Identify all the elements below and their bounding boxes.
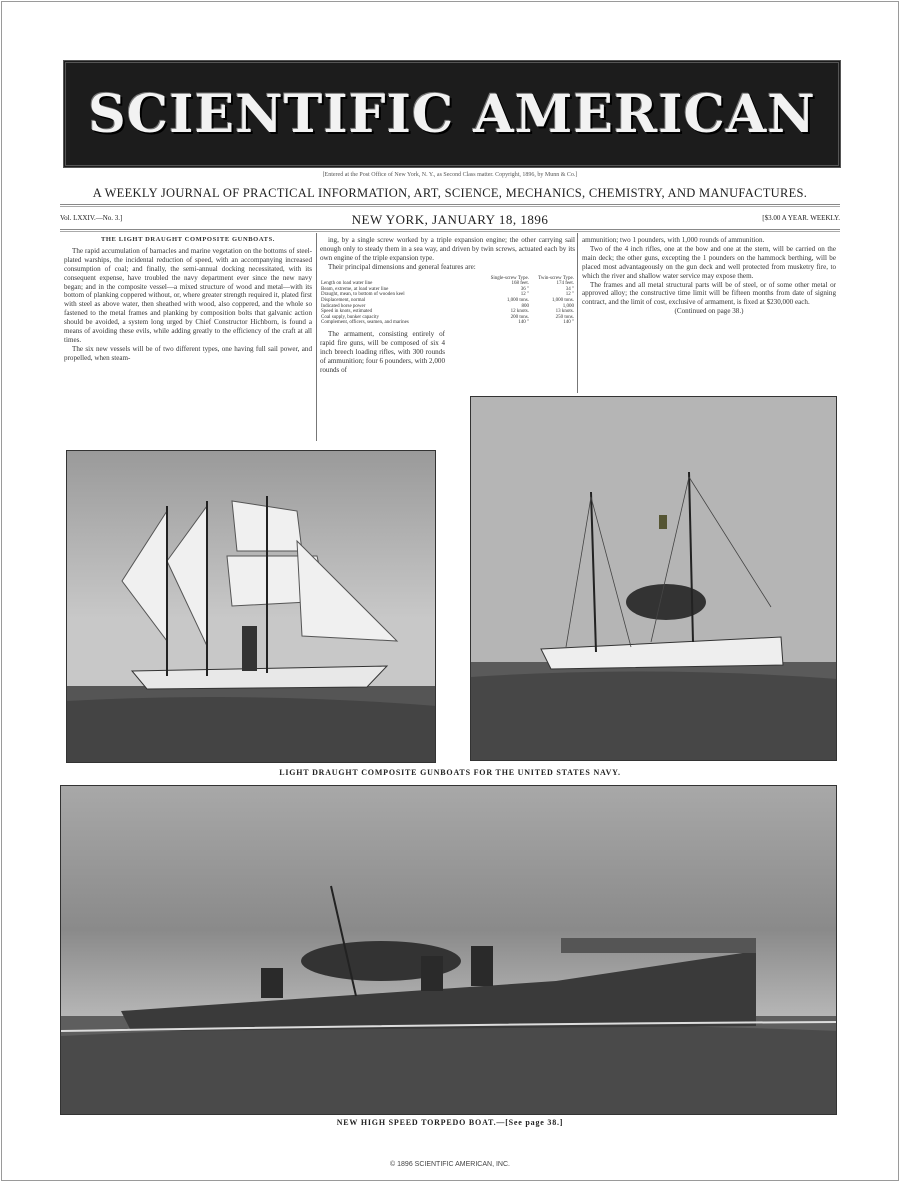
paragraph: ammunition; two 1 pounders, with 1,000 rounds of ammunition. [582, 236, 765, 244]
table-header: Twin-screw Type. [538, 275, 574, 281]
table-cell: 200 tons. [510, 314, 529, 320]
masthead-title: SCIENTIFIC AMERICAN [88, 83, 816, 145]
paragraph: The six new vessels will be of two different types, one having full sail power, and propelled, when steam- [64, 344, 312, 362]
table-cell: 12 " [565, 292, 574, 298]
paragraph: Their principal dimensions and general features are: [328, 262, 476, 271]
dateline: NEW YORK, JANUARY 18, 1896 [351, 212, 549, 227]
paragraph: The armament, consisting entirely of rapid fire guns, will be composed of six 4 inch breech loading rifles, with 300 rounds of ammunition; four 6 pounders, with 2,000 rounds of [320, 329, 445, 374]
entry-notice: [Entered at the Post Office of New York, N. Y., as Second Class matter. Copyright, 1896, by Munn & Co.] [322, 172, 578, 178]
torpedo-boat-caption: NEW HIGH SPEED TORPEDO BOAT.—[See page 38.] [336, 1118, 564, 1127]
table-cell: 12 knots. [510, 309, 529, 315]
table-cell: Draught, mean, to bottom of wooden keel [321, 292, 405, 298]
table-row [320, 320, 575, 326]
table-cell: Coal supply, bunker capacity [321, 314, 379, 320]
gunboats-caption: LIGHT DRAUGHT COMPOSITE GUNBOATS FOR THE UNITED STATES NAVY. [279, 768, 621, 777]
dimensions-table [320, 276, 575, 326]
paragraph: ing, by a single screw worked by a triple expansion engine; the other carrying sail enough only to steady them in a sea way, and driven by twin screws, actuated each by its own engine of the triple expansion type. [320, 236, 575, 262]
price: [$3.00 A YEAR. WEEKLY. [762, 214, 840, 222]
table-cell: Speed in knots, estimated [321, 309, 373, 315]
table-cell: 34 " [565, 286, 574, 292]
volume-number: Vol. LXXIV.—No. 3.] [60, 214, 123, 222]
dateline-bar [60, 212, 840, 228]
table-cell: Beam, extreme, at load water line [321, 286, 389, 292]
table-cell: 140 " [518, 320, 529, 326]
table-cell: Displacement, normal [321, 298, 366, 303]
table-cell: 12 " [520, 292, 529, 298]
twin-screw-gunboat-engraving [470, 396, 837, 761]
sailing-gunboat-engraving [66, 450, 436, 763]
subtitle: A WEEKLY JOURNAL OF PRACTICAL INFORMATION, ART, SCIENCE, MECHANICS, CHEMISTRY, AND MANUFACTURES. [92, 186, 808, 200]
paragraph: The rapid accumulation of barnacles and marine vegetation on the bottoms of steel-plated warships, the incidental reduction of speed, with an accompanying increased consumption of coal; and finally, the semi-annual docking necessitated, with its consequent expense, have troubled the navy department ever since the new navy began; and in the composite vessel—a mixed structure of wood and metal—with its bottom of planking coppered without, or, where greater strength required it, plated first with steel as above water, then sheathed with wood, also coppered, and the whole so fastened to the metal frames and planking by composition bolts that galvanic action should be avoided, a system long urged by Chief Constructor Hichborn, is found a means of avoiding these evils, while adding greatly to the efficiency of the craft at all times. [64, 246, 312, 344]
masthead-logo [63, 60, 841, 168]
table-cell: 1,000 tons. [506, 298, 529, 303]
table-cell: 1,000 tons. [551, 298, 574, 303]
table-cell: Complement, officers, seamen, and marines [321, 320, 409, 326]
table-cell: 1,000 [562, 303, 574, 309]
table-cell: Length on load water line [321, 281, 373, 287]
column-divider [316, 233, 317, 441]
continued-note: (Continued on page 38.) [674, 307, 744, 316]
table-cell: 36 " [520, 286, 529, 292]
table-cell: Indicated horse power [321, 303, 366, 309]
table-cell: 250 tons. [555, 314, 574, 320]
rule [60, 229, 840, 232]
copyright-footer: © 1896 SCIENTIFIC AMERICAN, INC. [390, 1161, 510, 1168]
table-cell: 168 feet. [511, 281, 529, 287]
article-column-2 [320, 236, 575, 375]
paragraph: The frames and all metal structural parts will be of steel, or of some other metal or approved alloy; the constructive time limit will be fifteen months from date of signing contract, and the limit of cost, exclusive of armament, is fixed at $230,000 each. [582, 280, 836, 307]
table-cell: 140 " [563, 320, 574, 326]
table-cell: 800 [521, 303, 529, 309]
table-header: Single-screw Type. [490, 275, 529, 281]
paragraph: Two of the 4 inch rifles, one at the bow and one at the stern, will be carried on the main deck; the other guns, excepting the 1 pounders on the hammock berthing, will be placed most advantageously on the gun deck and well protected from musketry fire, to which the river and shallow water service may expose them. [582, 244, 836, 280]
column-divider [577, 233, 578, 393]
torpedo-boat-engraving [60, 785, 837, 1115]
rule [60, 204, 840, 207]
table-cell: 174 feet. [556, 281, 574, 287]
article-heading: THE LIGHT DRAUGHT COMPOSITE GUNBOATS. [100, 236, 276, 243]
article-column-3 [582, 236, 836, 316]
article-column-1 [64, 236, 312, 363]
table-cell: 13 knots. [555, 309, 574, 315]
